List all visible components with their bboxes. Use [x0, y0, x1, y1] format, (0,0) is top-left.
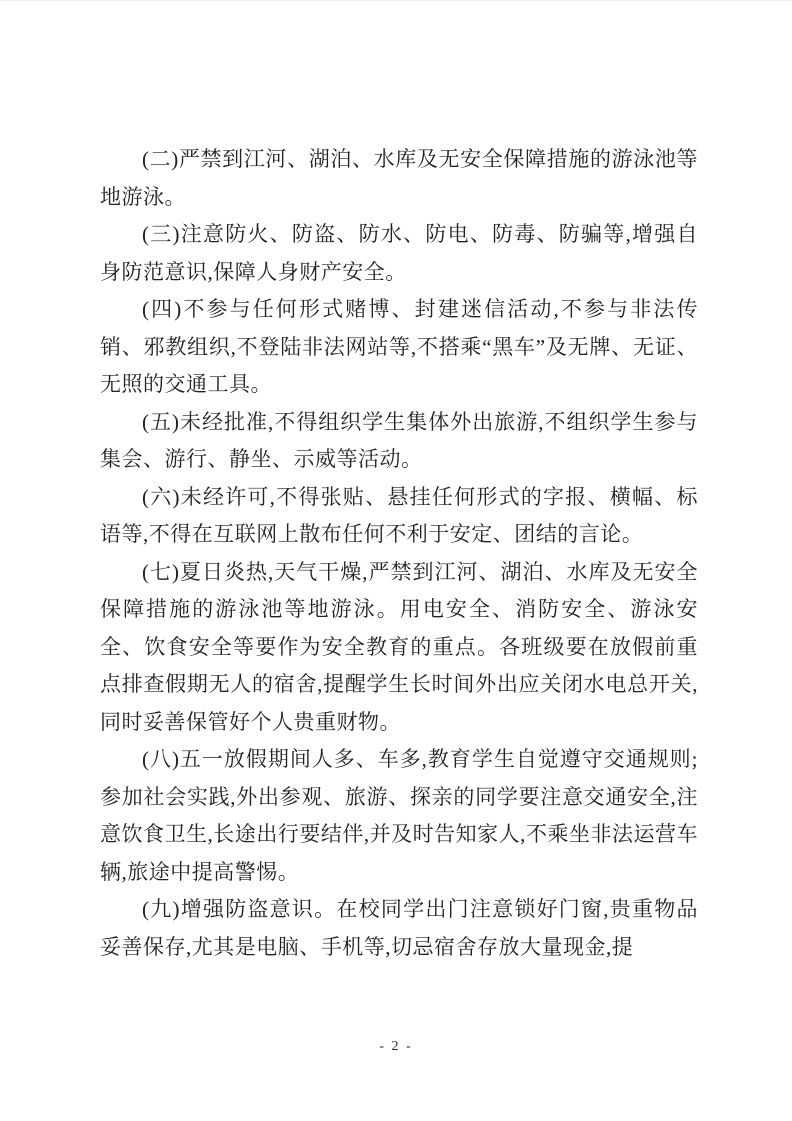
paragraph: (二)严禁到江河、湖泊、水库及无安全保障措施的游泳池等地游泳。 — [100, 147, 698, 209]
document-body — [100, 141, 698, 966]
paragraph: (八)五一放假期间人多、车多,教育学生自觉遵守交通规则;参加社会实践,外出参观、旅游、探亲的同学要注意交通安全,注意饮食卫生,长途出行要结伴,并及时告知家人,不乘坐非法运营车辆,旅途中提高警惕。 — [100, 747, 698, 884]
paragraph: (三)注意防火、防盗、防水、防电、防毒、防骗等,增强自身防范意识,保障人身财产安全。 — [100, 222, 698, 284]
paragraph: (四)不参与任何形式赌博、封建迷信活动,不参与非法传销、邪教组织,不登陆非法网站等,不搭乘“黑车”及无牌、无证、无照的交通工具。 — [100, 297, 698, 396]
paragraph: (六)未经许可,不得张贴、悬挂任何形式的字报、横幅、标语等,不得在互联网上散布任何不利于安定、团结的言论。 — [100, 484, 698, 546]
page-number: - 2 - — [379, 1039, 413, 1054]
paragraph: (五)未经批准,不得组织学生集体外出旅游,不组织学生参与集会、游行、静坐、示威等活动。 — [100, 409, 698, 471]
paragraph: (九)增强防盗意识。在校同学出门注意锁好门窗,贵重物品妥善保存,尤其是电脑、手机等,切忌宿舍存放大量现金,提 — [100, 897, 698, 959]
paragraph: (七)夏日炎热,天气干燥,严禁到江河、湖泊、水库及无安全保障措施的游泳池等地游泳。用电安全、消防安全、游泳安全、饮食安全等要作为安全教育的重点。各班级要在放假前重点排查假期无人的宿舍,提醒学生长时间外出应关闭水电总开关,同时妥善保管好个人贵重财物。 — [100, 559, 698, 734]
page-footer — [0, 1037, 792, 1055]
